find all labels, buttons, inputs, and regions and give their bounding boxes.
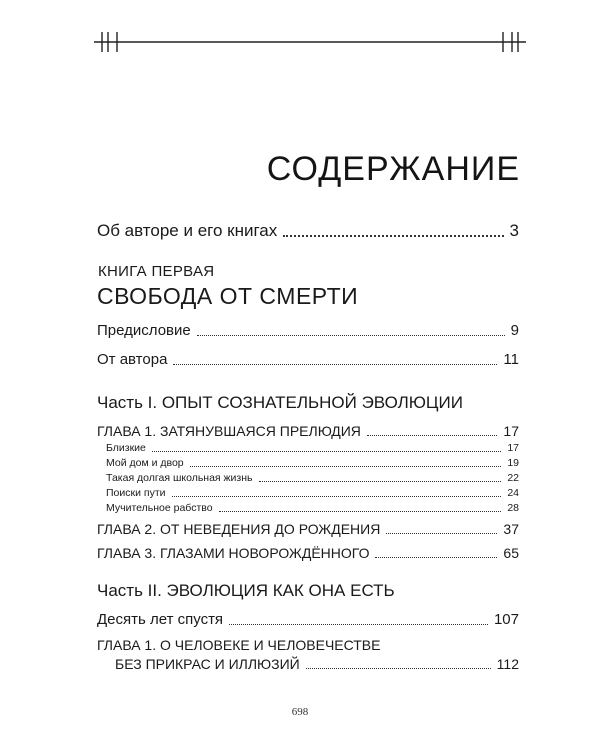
dot-leader: [306, 668, 491, 669]
toc-entry-page: 3: [509, 221, 519, 240]
toc-entry-label: БЕЗ ПРИКРАС И ИЛЛЮЗИЙ: [115, 656, 300, 672]
toc-entry-label: Мучительное рабство: [106, 502, 213, 514]
toc-subentry[interactable]: [106, 442, 519, 454]
toc-subentry[interactable]: [106, 457, 519, 469]
toc-entry-page: 112: [496, 656, 519, 672]
header-ornament: [94, 30, 526, 54]
toc-entry-label: Мой дом и двор: [106, 457, 184, 469]
book-title: СВОБОДА ОТ СМЕРТИ: [97, 283, 359, 309]
toc-entry-label: От автора: [97, 351, 168, 368]
toc-entry-label: Об авторе и его книгах: [97, 221, 278, 240]
toc-entry-page: 17: [507, 442, 519, 454]
toc-subentry[interactable]: [106, 502, 519, 514]
toc-entry-preface[interactable]: [97, 322, 519, 339]
dot-leader: [197, 335, 505, 336]
dot-leader: [386, 533, 497, 534]
dot-leader: [375, 557, 497, 558]
toc-entry-part2-chapter-1[interactable]: [97, 656, 519, 672]
dot-leader: [172, 496, 502, 497]
toc-entry-page: 37: [503, 521, 519, 537]
toc-entry-page: 11: [503, 351, 519, 368]
part-2-heading: Часть II. ЭВОЛЮЦИЯ КАК ОНА ЕСТЬ: [97, 581, 395, 600]
toc-entry-label: Поиски пути: [106, 487, 166, 499]
part-1-heading: Часть I. ОПЫТ СОЗНАТЕЛЬНОЙ ЭВОЛЮЦИИ: [97, 393, 463, 412]
page-title: СОДЕРЖАНИЕ: [266, 150, 520, 188]
book-kicker: КНИГА ПЕРВАЯ: [98, 263, 215, 280]
dot-leader: [259, 481, 502, 482]
part2-chapter-1-line-1: ГЛАВА 1. О ЧЕЛОВЕКЕ И ЧЕЛОВЕЧЕСТВЕ: [97, 637, 381, 653]
toc-entry-page: 22: [507, 472, 519, 484]
toc-entry-about[interactable]: [97, 221, 519, 241]
dot-leader: [152, 451, 501, 452]
dot-leader: [367, 435, 498, 436]
toc-entry-page: 9: [510, 322, 519, 339]
toc-subentry[interactable]: [106, 472, 519, 484]
dot-leader: [190, 466, 502, 467]
toc-entry-page: 28: [507, 502, 519, 514]
toc-entry-part1-chapter-3[interactable]: [97, 545, 519, 561]
dot-leader: [219, 511, 502, 512]
toc-entry-label: Предисловие: [97, 322, 191, 339]
toc-entry-label: ГЛАВА 3. ГЛАЗАМИ НОВОРОЖДЁННОГО: [97, 545, 370, 561]
toc-entry-page: 65: [503, 545, 519, 561]
page-number: 698: [291, 706, 309, 718]
dot-leader: [229, 624, 488, 625]
toc-entry-label: Близкие: [106, 442, 146, 454]
toc-entry-label: Десять лет спустя: [97, 611, 224, 628]
toc-entry-ten-years[interactable]: [97, 611, 519, 628]
toc-entry-label: ГЛАВА 1. ЗАТЯНУВШАЯСЯ ПРЕЛЮДИЯ: [97, 423, 361, 439]
toc-entry-from-author[interactable]: [97, 351, 519, 368]
toc-entry-part1-chapter-2[interactable]: [97, 521, 519, 537]
dot-leader: [283, 235, 503, 237]
toc-subentry[interactable]: [106, 487, 519, 499]
toc-entry-page: 107: [493, 611, 519, 628]
toc-entry-part1-chapter-1[interactable]: [97, 423, 519, 439]
toc-entry-label: Такая долгая школьная жизнь: [106, 472, 253, 484]
toc-entry-page: 19: [507, 457, 519, 469]
dot-leader: [173, 364, 497, 365]
toc-entry-page: 17: [503, 423, 519, 439]
toc-entry-label: ГЛАВА 2. ОТ НЕВЕДЕНИЯ ДО РОЖДЕНИЯ: [97, 521, 381, 537]
toc-entry-page: 24: [507, 487, 519, 499]
